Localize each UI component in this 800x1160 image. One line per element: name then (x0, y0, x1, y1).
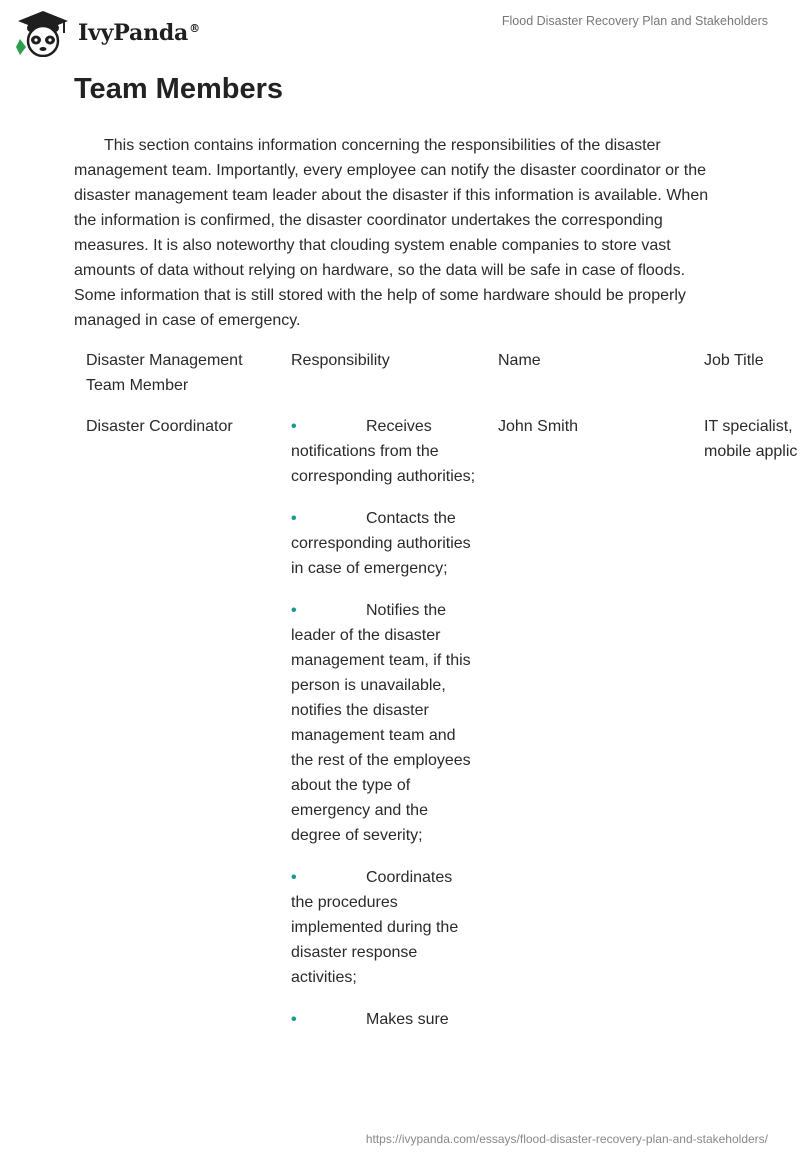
responsibility-text: Receives notifications from the corresponding authorities; (291, 418, 476, 485)
intro-paragraph: This section contains information concerning the responsibilities of the disaster management team. Importantly, every employee can notify the disaster coordinator or the disaster management team leader about the disaster if this information is available. When the information is confirmed, the disaster coordinator undertakes the corresponding measures. It is also noteworthy that clouding system enable companies to store vast amounts of data without relying on hardware, so the data will be safe in case of floods. Some information that is still stored with the help of some hardware should be properly managed in case of emergency. (74, 137, 709, 329)
column-header-responsibility: Responsibility (291, 352, 390, 369)
responsibility-text: Notifies the leader of the disaster management team, if this person is unavailable, notifies the disaster management team and the rest of the employees about the type of emergency and the degree of severity; (291, 602, 471, 844)
bullet-icon: • (291, 869, 297, 886)
column-header-name: Name (498, 352, 541, 369)
list-item (291, 414, 476, 489)
bullet-icon: • (291, 418, 297, 435)
responsibility-text: Coordinates the procedures implemented during the disaster response activities; (291, 869, 459, 986)
bullet-icon: • (291, 1011, 297, 1028)
brand-logo[interactable] (14, 8, 200, 58)
bullet-icon: • (291, 602, 297, 619)
responsibility-text: Makes sure (366, 1011, 449, 1028)
document-title: Flood Disaster Recovery Plan and Stakeholders (501, 14, 768, 28)
cell-job-title: IT specialist, mobile applic (704, 418, 798, 460)
source-url-link[interactable]: https://ivypanda.com/essays/flood-disaster-recovery-plan-and-stakeholders/ (365, 1132, 768, 1146)
list-item (291, 506, 476, 581)
brand-name: IvyPanda® (78, 20, 200, 46)
list-item (291, 598, 476, 848)
column-header-job-title: Job Title (704, 352, 764, 369)
list-item (291, 865, 476, 990)
cell-team-member: Disaster Coordinator (86, 418, 233, 435)
column-header-member: Disaster Management Team Member (86, 352, 243, 394)
list-item (291, 1007, 476, 1032)
bullet-icon: • (291, 510, 297, 527)
responsibility-text: Contacts the corresponding authorities in case of emergency; (291, 510, 471, 577)
cell-name: John Smith (498, 418, 579, 435)
section-heading: Team Members (74, 73, 283, 105)
panda-graduate-icon (14, 9, 72, 57)
responsibility-list (291, 414, 476, 1049)
